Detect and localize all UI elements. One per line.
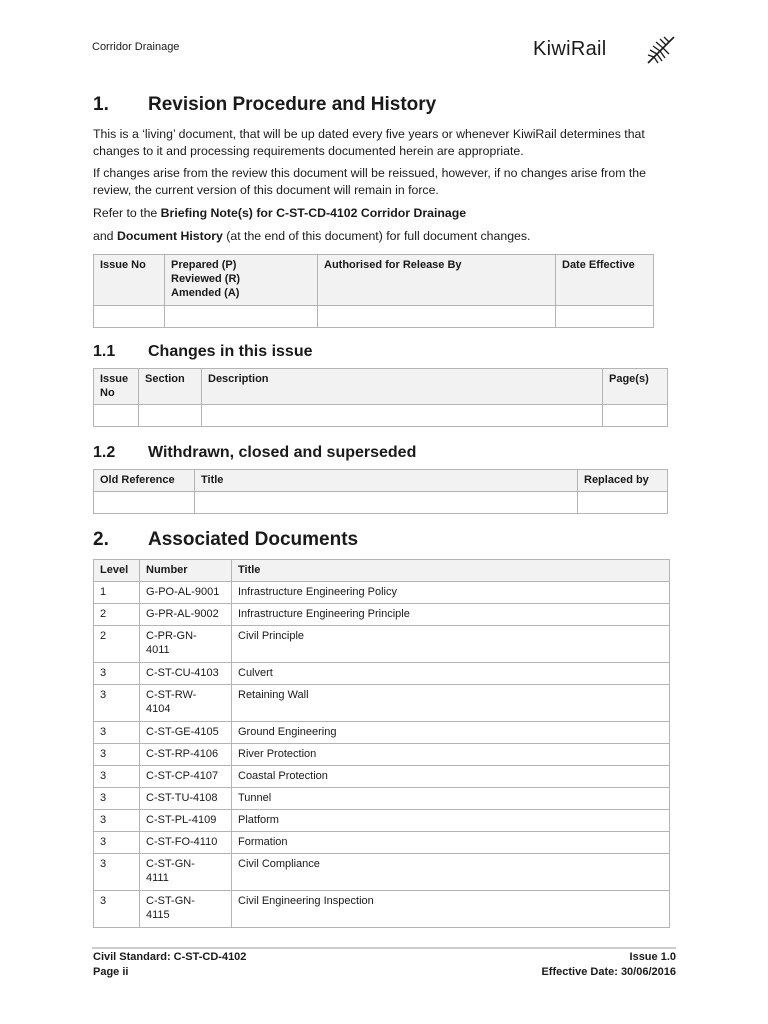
column-header: Issue No (94, 255, 165, 306)
logo-text: KiwiRail (533, 38, 607, 60)
section-1-title: Revision Procedure and History (148, 94, 437, 115)
section-1-paragraph-4 (93, 228, 683, 245)
table-row (94, 492, 668, 514)
table-cell (556, 306, 654, 328)
table-cell (578, 492, 668, 514)
section-2-number: 2. (93, 529, 109, 550)
table-row (94, 832, 670, 854)
table-cell (202, 405, 603, 427)
level-cell: 3 (94, 810, 140, 832)
column-header: Issue No (94, 369, 139, 405)
table-header-row (94, 369, 668, 405)
level-cell: 3 (94, 891, 140, 928)
section-1-paragraph-1: This is a ‘living’ document, that will be up dated every five years or whenever KiwiRail determines that changes to it and processing requirements documented herein are appropriate. (93, 127, 645, 158)
table-row (94, 854, 670, 891)
column-header: Authorised for Release By (318, 255, 556, 306)
title-cell: Infrastructure Engineering Principle (232, 604, 670, 626)
table-row (94, 626, 670, 663)
level-cell: 3 (94, 832, 140, 854)
column-header: Level (94, 560, 140, 582)
section-1-1-title: Changes in this issue (148, 343, 313, 360)
section-1-paragraph-3 (93, 205, 683, 222)
section-1-paragraph-2: If changes arise from the review this document will be reissued, however, if no changes arise from the review, the current version of this document will remain in force. (93, 166, 646, 197)
column-header: Number (140, 560, 232, 582)
number-cell: C-ST-FO-4110 (140, 832, 232, 854)
column-header: Replaced by (578, 470, 668, 492)
para4-prefix: and (93, 229, 117, 243)
section-1-2-title: Withdrawn, closed and superseded (148, 444, 417, 461)
title-cell: Retaining Wall (232, 685, 670, 722)
table-header-row (94, 470, 668, 492)
number-cell: C-ST-GN- 4111 (140, 854, 232, 891)
table-row (94, 582, 670, 604)
column-header: Date Effective (556, 255, 654, 306)
column-header: Section (139, 369, 202, 405)
number-cell: C-ST-GN- 4115 (140, 891, 232, 928)
table-row (94, 810, 670, 832)
column-header: Title (232, 560, 670, 582)
title-cell: Civil Engineering Inspection (232, 891, 670, 928)
number-cell: G-PR-AL-9002 (140, 604, 232, 626)
title-cell: River Protection (232, 744, 670, 766)
footer-issue: Issue 1.0 (629, 951, 676, 963)
table-row (94, 306, 654, 328)
column-header: Old Reference (94, 470, 195, 492)
table-cell (195, 492, 578, 514)
revision-history-table (93, 254, 654, 328)
table-row (94, 722, 670, 744)
column-header: Description (202, 369, 603, 405)
level-cell: 3 (94, 788, 140, 810)
level-cell: 2 (94, 604, 140, 626)
number-cell: C-ST-RP-4106 (140, 744, 232, 766)
section-1-number: 1. (93, 94, 109, 115)
number-cell: C-ST-CU-4103 (140, 663, 232, 685)
number-cell: G-PO-AL-9001 (140, 582, 232, 604)
table-cell (318, 306, 556, 328)
column-header: Page(s) (603, 369, 668, 405)
table-cell (165, 306, 318, 328)
table-cell (139, 405, 202, 427)
table-row (94, 766, 670, 788)
table-row (94, 604, 670, 626)
associated-documents-table (93, 559, 670, 928)
level-cell: 1 (94, 582, 140, 604)
kiwirail-logo (533, 33, 678, 67)
footer-standard: Civil Standard: C-ST-CD-4102 (93, 951, 247, 963)
number-cell: C-ST-GE-4105 (140, 722, 232, 744)
changes-table (93, 368, 668, 427)
title-cell: Culvert (232, 663, 670, 685)
table-row (94, 685, 670, 722)
withdrawn-table (93, 469, 668, 514)
table-row (94, 663, 670, 685)
title-cell: Platform (232, 810, 670, 832)
table-row (94, 744, 670, 766)
level-cell: 3 (94, 685, 140, 722)
fern-icon (644, 33, 678, 67)
number-cell: C-ST-PL-4109 (140, 810, 232, 832)
level-cell: 3 (94, 854, 140, 891)
title-cell: Coastal Protection (232, 766, 670, 788)
section-1-1-number: 1.1 (93, 343, 116, 360)
para3-prefix: Refer to the (93, 206, 161, 220)
column-header: Title (195, 470, 578, 492)
section-1-2-number: 1.2 (93, 444, 116, 461)
table-cell (94, 492, 195, 514)
level-cell: 3 (94, 663, 140, 685)
title-cell: Tunnel (232, 788, 670, 810)
table-cell (94, 405, 139, 427)
number-cell: C-ST-CP-4107 (140, 766, 232, 788)
footer-effective-date: Effective Date: 30/06/2016 (541, 966, 676, 978)
number-cell: C-ST-TU-4108 (140, 788, 232, 810)
table-cell (94, 306, 165, 328)
footer-page: Page ii (93, 966, 129, 978)
section-2-title: Associated Documents (148, 529, 359, 550)
column-header: Prepared (P) Reviewed (R) Amended (A) (165, 255, 318, 306)
level-cell: 3 (94, 744, 140, 766)
para4-suffix: (at the end of this document) for full document changes. (222, 229, 531, 243)
title-cell: Formation (232, 832, 670, 854)
level-cell: 3 (94, 766, 140, 788)
table-cell (603, 405, 668, 427)
footer-divider (92, 947, 676, 949)
document-history-reference: Document History (116, 229, 223, 243)
number-cell: C-PR-GN- 4011 (140, 626, 232, 663)
header-document-name: Corridor Drainage (92, 41, 180, 53)
briefing-note-reference: Briefing Note(s) for C-ST-CD-4102 Corridor Drainage (160, 206, 467, 220)
table-row (94, 405, 668, 427)
table-header-row (94, 255, 654, 306)
title-cell: Infrastructure Engineering Policy (232, 582, 670, 604)
title-cell: Civil Compliance (232, 854, 670, 891)
table-row (94, 891, 670, 928)
table-row (94, 788, 670, 810)
number-cell: C-ST-RW- 4104 (140, 685, 232, 722)
title-cell: Ground Engineering (232, 722, 670, 744)
level-cell: 2 (94, 626, 140, 663)
title-cell: Civil Principle (232, 626, 670, 663)
level-cell: 3 (94, 722, 140, 744)
table-header-row (94, 560, 670, 582)
